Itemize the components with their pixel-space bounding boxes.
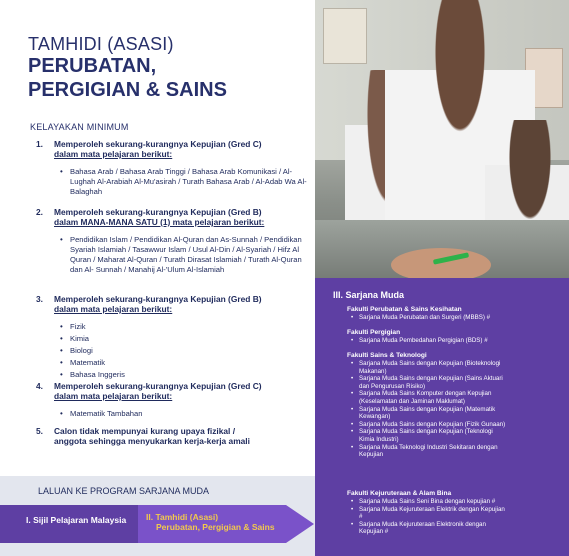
requirement-text (54, 139, 314, 159)
requirement-number: 1. (36, 139, 43, 149)
subject-list (70, 167, 308, 199)
list-item: • Sarjana Muda Sains dengan Kepujian (Bioteknologi Makanan) (359, 360, 509, 375)
list-item: • Sarjana Muda Kejuruteraan Elektrik dengan Kepujian # (359, 506, 509, 521)
requirement-line: Memperoleh sekurang-kurangnya Kepujian (Gred C) (54, 139, 262, 149)
list-item: • Bahasa Arab / Bahasa Arab Tinggi / Bahasa Arab Komunikasi / Al-Lughah Al-Arabiah Al-Mu'asirah / Turath Bahasa Arab / Al-Adab Wa Al-Balaghah (70, 167, 308, 197)
requirement-number: 3. (36, 294, 43, 304)
requirement-line: anggota sehingga menyukarkan kerja-kerja amali (54, 436, 250, 446)
faculty-block (347, 352, 562, 459)
pathway-step-2-line1: II. Tamhidi (Asasi) (146, 512, 219, 522)
requirement-text (54, 294, 314, 314)
program-list (359, 360, 509, 459)
list-item: • Sarjana Muda Sains dengan Kepujian (Teknologi Kimia Industri) (359, 428, 509, 443)
list-item: • Kimia (70, 334, 308, 344)
photo-poster (323, 8, 367, 64)
list-item: • Sarjana Muda Sains Komputer dengan Kepujian (Keselamatan dan Jaminan Maklumat) (359, 390, 509, 405)
list-item: • Bahasa Inggeris (70, 370, 308, 380)
pathway-step-2-line2: Perubatan, Pergigian & Sains (156, 522, 275, 532)
program-list (359, 337, 562, 345)
subject-list (70, 235, 308, 277)
title-line-1: PERUBATAN, (28, 55, 157, 77)
pathway-heading: LALUAN KE PROGRAM SARJANA MUDA (38, 486, 210, 496)
students-lab-photo (315, 0, 569, 290)
kicker: TAMHIDI (ASASI) (28, 34, 174, 54)
requirement-line: Memperoleh sekurang-kurangnya Kepujian (Gred C) (54, 381, 262, 391)
subject-list (70, 409, 308, 421)
list-item: • Matematik Tambahan (70, 409, 308, 419)
list-item: • Sarjana Muda Sains dengan Kepujian (Fizik Gunaan) (359, 421, 509, 429)
list-item: • Sarjana Muda Sains dengan Kepujian (Sains Aktuari dan Pengurusan Risiko) (359, 375, 509, 390)
list-item: • Sarjana Muda Sains dengan Kepujian (Matematik Kewangan) (359, 406, 509, 421)
faculty-block (347, 490, 562, 536)
requirement-line: Memperoleh sekurang-kurangnya Kepujian (Gred B) (54, 207, 262, 217)
faculty-block (347, 306, 562, 322)
faculty-name: Fakulti Kejuruteraan & Alam Bina (347, 490, 452, 497)
requirement-number: 4. (36, 381, 43, 391)
requirement-text (54, 207, 314, 227)
requirement-line: dalam mata pelajaran berikut: (54, 149, 173, 159)
list-item: • Biologi (70, 346, 308, 356)
requirement-line: dalam mata pelajaran berikut: (54, 391, 173, 401)
requirement-number: 2. (36, 207, 43, 217)
panel-title: III. Sarjana Muda (333, 290, 405, 300)
faculty-name: Fakulti Perubatan & Sains Kesihatan (347, 306, 462, 313)
photo-specimen (391, 248, 491, 282)
list-item: • Fizik (70, 322, 308, 332)
requirement-line: dalam MANA-MANA SATU (1) mata pelajaran berikut: (54, 217, 265, 227)
requirement-line: dalam mata pelajaran berikut: (54, 304, 173, 314)
requirement-text (54, 426, 314, 446)
degree-panel (315, 278, 569, 556)
program-list (359, 314, 562, 322)
faculty-name: Fakulti Sains & Teknologi (347, 352, 427, 359)
requirement-line: Calon tidak mempunyai kurang upaya fizikal / (54, 426, 236, 436)
list-item: • Sarjana Muda Teknologi Industri Sekitaran dengan Kepujian (359, 444, 509, 459)
pathway-step-2 (146, 512, 275, 532)
faculty-name: Fakulti Pergigian (347, 329, 401, 336)
list-item: • Matematik (70, 358, 308, 368)
requirements-heading: KELAYAKAN MINIMUM (30, 122, 129, 132)
pathway-step-1: I. Sijil Pelajaran Malaysia (26, 515, 127, 525)
title-line-2: PERGIGIAN & SAINS (28, 79, 227, 101)
page-title (28, 54, 227, 102)
requirement-number: 5. (36, 426, 43, 436)
list-item: • Pendidikan Islam / Pendidikan Al-Quran dan As-Sunnah / Pendidikan Syariah Islamiah / Tasawwur Islam / Usul Al-Din / Al-Syariah / Hifz Al Quran / Maharat Al-Quran / Turath Dirasat Islamiah / Turath Al-Quran dan Al- Sunnah / Manahij Al-'Ulum Al-Islamiah (70, 235, 308, 275)
requirement-line: Memperoleh sekurang-kurangnya Kepujian (Gred B) (54, 294, 262, 304)
list-item: • Sarjana Muda Kejuruteraan Elektronik dengan Kepujian # (359, 521, 509, 536)
list-item: • Sarjana Muda Pembedahan Pergigian (BDS) # (359, 337, 562, 345)
faculty-block (347, 329, 562, 345)
requirement-text (54, 381, 314, 401)
list-item: • Sarjana Muda Sains Seni Bina dengan kepujian # (359, 498, 509, 506)
program-list (359, 498, 509, 536)
list-item: • Sarjana Muda Perubatan dan Surgeri (MBBS) # (359, 314, 562, 322)
subject-list (70, 322, 308, 382)
